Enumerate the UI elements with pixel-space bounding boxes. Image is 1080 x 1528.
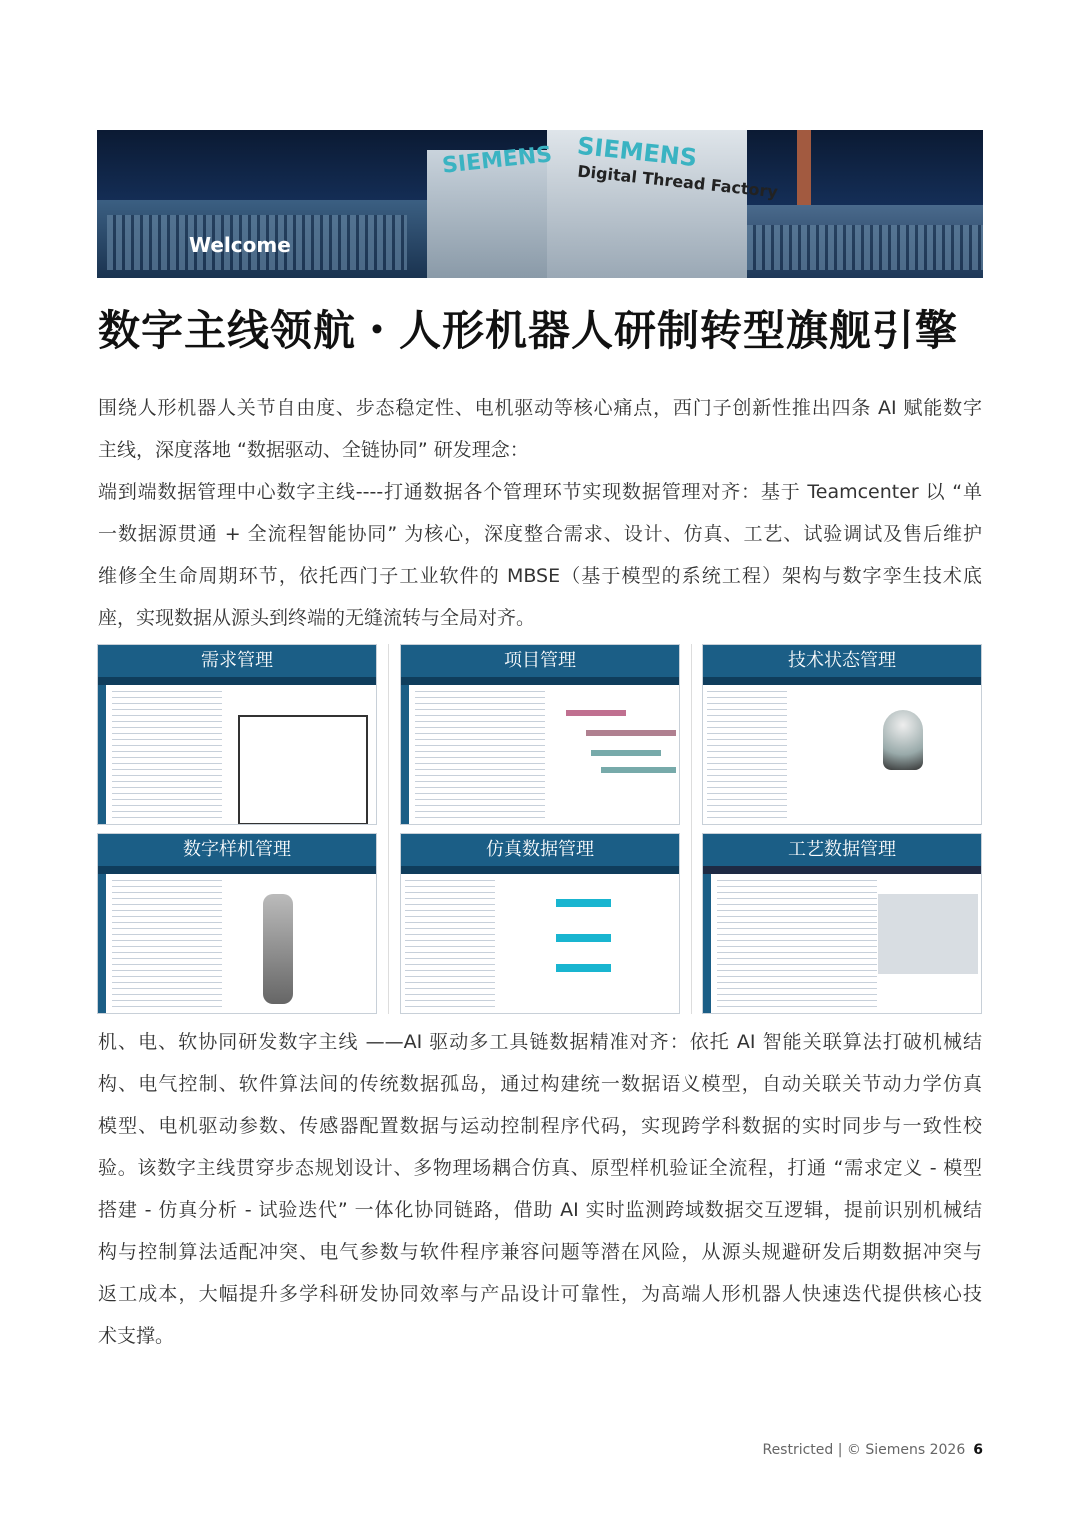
robot-model [263, 894, 293, 1004]
page-number: 6 [973, 1442, 983, 1458]
footer-text: Restricted | © Siemens 2026 [762, 1442, 966, 1458]
body-paragraph [98, 1021, 982, 1357]
divider [388, 644, 389, 1014]
gantt-bar [566, 710, 626, 716]
text-line: 维修全生命周期环节，依托西门子工业软件的 MBSE（基于模型的系统工程）架构与数字孪生技术底 [98, 565, 982, 587]
divider [691, 644, 692, 1014]
text-line: 构与控制算法适配冲突、电气参数与软件程序兼容问题等潜在风险，从源头规避研发后期数据冲突与 [98, 1241, 982, 1263]
document-preview [238, 715, 368, 825]
factory-sign: Digital Thread Factory [576, 161, 779, 202]
page-title: 数字主线领航・人形机器人研制转型旗舰引擎 [98, 306, 959, 355]
gantt-bar [586, 730, 676, 736]
screenshot-grid [97, 644, 983, 1014]
text-line: 构、电气控制、软件算法间的传统数据孤岛，通过构建统一数据语义模型，自动关联关节动力学仿真 [98, 1073, 982, 1095]
screenshot-label: 需求管理 [98, 645, 376, 677]
siemens-logo-left: SIEMENS [440, 142, 554, 179]
text-line: 围绕人形机器人关节自由度、步态稳定性、电机驱动等核心痛点，西门子创新性推出四条 AI 赋能数字 [98, 397, 982, 419]
text-line: 端到端数据管理中心数字主线----打通数据各个管理环节实现数据管理对齐：基于 Teamcenter 以 “单 [98, 481, 982, 503]
screenshot-simulation [400, 833, 680, 1014]
siemens-logo-right: SIEMENS [575, 131, 699, 173]
text-line: 搭建 - 仿真分析 - 试验迭代” 一体化协同链路，借助 AI 实时监测跨域数据交互逻辑，提前识别机械结 [98, 1199, 982, 1221]
text-line: 返工成本，大幅提升多学科研发协同效率与产品设计可靠性，为高端人形机器人快速迭代提供核心技 [98, 1283, 982, 1305]
gantt-bar [591, 750, 661, 756]
text-line: 主线，深度落地 “数据驱动、全链协同” 研发理念： [98, 439, 529, 461]
hero-banner [97, 130, 983, 278]
screenshot-process [702, 833, 982, 1014]
chimney [797, 130, 811, 205]
3d-view [878, 894, 978, 974]
robot-image [883, 710, 923, 770]
text-line: 模型、电机驱动参数、传感器配置数据与运动控制程序代码，实现跨学科数据的实时同步与一致性校 [98, 1115, 982, 1137]
screenshot-requirements [97, 644, 377, 825]
screenshot-label: 工艺数据管理 [703, 834, 981, 866]
text-line: 座，实现数据从源头到终端的无缝流转与全局对齐。 [98, 607, 536, 629]
screenshot-label: 数字样机管理 [98, 834, 376, 866]
app-toolbar [98, 677, 376, 685]
screenshot-label: 技术状态管理 [703, 645, 981, 677]
welcome-text: Welcome [189, 233, 291, 257]
screenshot-configuration [702, 644, 982, 825]
text-line: 验。该数字主线贯穿步态规划设计、多物理场耦合仿真、原型样机验证全流程，打通 “需求定义 - 模型 [98, 1157, 982, 1179]
screenshot-digital-mockup [97, 833, 377, 1014]
gantt-bar [601, 767, 676, 773]
text-line: 机、电、软协同研发数字主线 ——AI 驱动多工具链数据精准对齐：依托 AI 智能关联算法打破机械结 [98, 1031, 982, 1053]
text-line: 一数据源贯通 + 全流程智能协同” 为核心，深度整合需求、设计、仿真、工艺、试验调试及售后维护 [98, 523, 982, 545]
page-footer [762, 1442, 983, 1458]
screenshot-label: 项目管理 [401, 645, 679, 677]
screenshot-project [400, 644, 680, 825]
text-line: 术支撑。 [98, 1325, 175, 1347]
intro-paragraph [98, 387, 982, 639]
building-windows-right [747, 225, 983, 270]
screenshot-label: 仿真数据管理 [401, 834, 679, 866]
